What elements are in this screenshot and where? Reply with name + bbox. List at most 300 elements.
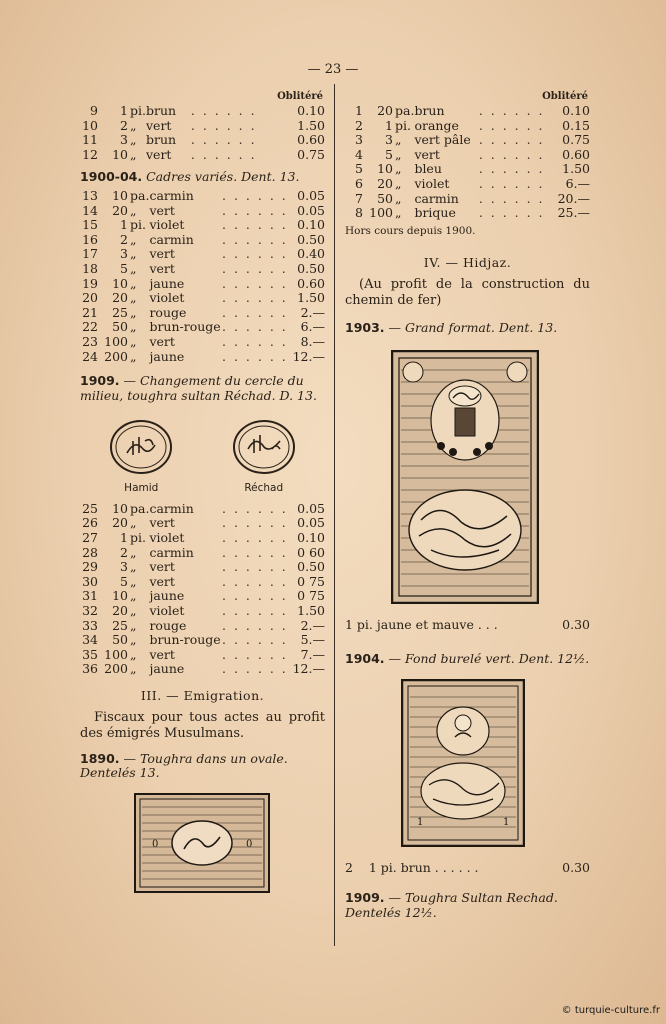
stamp-number: 22 (82, 319, 98, 335)
leader-dots: . . . . . . (222, 260, 288, 276)
stamp-color: vert (149, 647, 175, 662)
stamp-number: 13 (82, 187, 98, 203)
leader-dots: . . . . . . (478, 146, 545, 162)
leader-dots: . . . . . . (190, 117, 257, 133)
stamp-number: 17 (82, 246, 98, 262)
stamp-price: 0.15 (562, 117, 590, 133)
stamp-number: 1 (355, 103, 363, 118)
stamp-quantity: 1 (120, 217, 128, 233)
stamp-unit: „ (395, 132, 402, 148)
stamp-number: 35 (82, 646, 98, 662)
stamp-number: 31 (82, 588, 98, 604)
stamp-color: vert (149, 574, 175, 589)
stamp-quantity: 1 (385, 117, 393, 133)
stamp-unit: „ (130, 231, 137, 247)
stamp-number: 32 (82, 603, 98, 619)
oblitere-header-left: Oblitéré (277, 91, 323, 102)
stamp-color: rouge (149, 305, 187, 320)
stamp-number: 8 (355, 205, 363, 221)
stamp-row (80, 204, 325, 219)
leader-dots: . . . . . . (478, 103, 545, 118)
stamp-quantity: 50 (112, 319, 128, 335)
heading-text: — Fond burelé vert. Dent. 12½. (388, 651, 590, 667)
stamp-number: 20 (82, 290, 98, 306)
leader-dots: . . . . . . (222, 588, 288, 604)
stamp-number: 10 (82, 117, 98, 133)
stamp-row (80, 189, 325, 204)
stamp-unit: „ (395, 205, 402, 221)
leader-dots: . . . . . . (222, 275, 288, 291)
stamp-color: brun-rouge (149, 633, 221, 648)
stamp-line-1903 (345, 618, 590, 633)
seal-hamid (109, 419, 173, 496)
stamp-number: 6 (355, 175, 363, 191)
stamp-quantity: 3 (120, 559, 128, 575)
heading-text: — Toughra dans un ovale. Dentelés 13. (80, 750, 288, 781)
stamp-quantity: 100 (104, 333, 128, 349)
stamp-color: vert (414, 147, 440, 162)
stamp-number: 29 (82, 559, 98, 575)
stamp-number: 2 (355, 117, 363, 133)
stamp-number: 28 (82, 544, 98, 560)
stamp-color: violet (149, 604, 185, 619)
stamp-quantity: 1 (120, 103, 128, 118)
stamp-number: 15 (82, 217, 98, 233)
leader-dots: . . . . . . (222, 333, 288, 349)
stamp-number: 26 (82, 515, 98, 531)
leader-dots: . . . . . . (222, 661, 288, 677)
stamp-price: 0.40 (297, 246, 325, 262)
stamp-quantity: 25 (112, 617, 128, 633)
stamp-price: 0 75 (297, 588, 325, 604)
stamp-row (80, 262, 325, 277)
stamp-unit: „ (395, 146, 402, 162)
stamp-number: 21 (82, 304, 98, 320)
leader-dots: . . . . . . (190, 132, 257, 148)
leader-dots: . . . . . . (190, 103, 257, 118)
stamp-unit: „ (130, 132, 137, 148)
leader-dots: . . . . . . (222, 646, 288, 662)
stamp-row (80, 516, 325, 531)
stamp-unit: „ (130, 515, 137, 531)
right-column (345, 90, 590, 921)
stamp-unit: „ (130, 559, 137, 575)
stamp-row (80, 546, 325, 561)
stamp-price: 0.10 (562, 103, 590, 118)
seal-rechad (232, 419, 296, 496)
stamp-price: 0.50 (297, 559, 325, 575)
stamp-row (80, 589, 325, 604)
stamp-unit: „ (395, 190, 402, 206)
stamp-number: 34 (82, 632, 98, 648)
stamp-number: 2 (345, 859, 353, 875)
stamp-row (80, 104, 325, 119)
stamp-color: brique (414, 206, 456, 221)
stamp-color: violet (149, 291, 185, 306)
section-emigration: III. — Emigration. (140, 688, 265, 703)
stamp-unit: „ (130, 290, 137, 306)
stamp-quantity: 10 (112, 588, 128, 604)
stamp-color: violet (149, 218, 185, 233)
stamp-row (80, 247, 325, 262)
leader-dots: . . . . . . (222, 617, 288, 633)
stamp-unit: pi. (130, 530, 146, 546)
svg-text:0: 0 (246, 838, 253, 850)
stamp-quantity: 200 (104, 348, 128, 364)
stamp-number: 19 (82, 275, 98, 291)
stamp-row (80, 633, 325, 648)
stamp-quantity: 20 (112, 290, 128, 306)
stamp-color: jaune (149, 662, 185, 677)
stamp-row (80, 277, 325, 292)
stamp-row (345, 119, 590, 134)
stamp-value: 1 pi. brun . . . . . . (368, 859, 479, 875)
stamp-quantity: 10 (112, 187, 128, 203)
leader-dots: . . . . . . (222, 217, 288, 233)
leader-dots: . . . . . . (222, 202, 288, 218)
stamp-color: jaune (149, 589, 185, 604)
seal-label: Hamid (124, 482, 159, 495)
stamp-price: 0.30 (562, 859, 590, 875)
stamp-price: 2.— (300, 617, 325, 633)
stamp-row (345, 177, 590, 192)
toughra-hamid-icon (109, 419, 173, 475)
leader-dots: . . . . . . (222, 231, 288, 247)
stamp-desc (345, 861, 479, 876)
stamp-image-1904 (401, 679, 525, 847)
leader-dots: . . . . . . (478, 161, 545, 177)
stamp-unit: „ (130, 146, 137, 162)
stamp-row (80, 233, 325, 248)
column-divider (334, 84, 335, 946)
stamp-quantity: 3 (120, 132, 128, 148)
stamp-row (80, 320, 325, 335)
stamp-unit: „ (130, 275, 137, 291)
svg-text:0: 0 (152, 838, 159, 850)
stamp-number: 12 (82, 146, 98, 162)
leader-dots: . . . . . . (222, 290, 288, 306)
heading-year: 1909. (345, 890, 385, 906)
stamp-number: 16 (82, 231, 98, 247)
page-number: — 23 — (307, 62, 359, 77)
stamp-quantity: 20 (112, 202, 128, 218)
leader-dots: . . . . . . (222, 544, 288, 560)
stamp-color: violet (149, 531, 185, 546)
stamp-price: 25.— (557, 205, 590, 221)
stamp-color: jaune (149, 276, 185, 291)
stamp-price: 0.10 (297, 530, 325, 546)
stamp-row (80, 648, 325, 663)
stamp-unit: „ (130, 661, 137, 677)
stamp-unit: „ (130, 117, 137, 133)
stamp-unit: „ (130, 646, 137, 662)
stamp-number: 7 (355, 190, 363, 206)
stamp-price: 0.60 (562, 146, 590, 162)
stamp-row (80, 604, 325, 619)
stamp-price: 8.— (300, 333, 325, 349)
stamp-list-1909 (80, 502, 325, 677)
stamp-desc: 1 pi. jaune et mauve . . . (345, 616, 498, 632)
stamp-unit: „ (130, 304, 137, 320)
stamp-quantity: 2 (120, 231, 128, 247)
left-column (80, 90, 325, 893)
stamp-price: 6.— (565, 175, 590, 191)
stamp-number: 23 (82, 333, 98, 349)
stamp-number: 4 (355, 146, 363, 162)
stamp-color: brun-rouge (149, 320, 221, 335)
heading-text: — Grand format. Dent. 13. (388, 319, 558, 335)
stamp-price: 0.05 (297, 500, 325, 516)
stamp-unit: „ (130, 333, 137, 349)
heading-1890 (80, 752, 325, 781)
stamp-color: vert (149, 261, 175, 276)
stamp-row (80, 335, 325, 350)
stamp-price: 0.50 (297, 231, 325, 247)
leader-dots: . . . . . . (478, 190, 545, 206)
stamp-list-1900 (80, 104, 325, 162)
stamp-quantity: 10 (377, 161, 393, 177)
stamp-list-1900-04 (80, 189, 325, 364)
leader-dots: . . . . . . (222, 319, 288, 335)
stamp-unit: „ (130, 573, 137, 589)
heading-1909 (80, 374, 325, 403)
stamp-color: vert (149, 560, 175, 575)
leader-dots: . . . . . . (478, 117, 545, 133)
stamp-unit: „ (130, 617, 137, 633)
stamp-line-1904 (345, 861, 590, 876)
stamp-color: jaune (149, 349, 185, 364)
stamp-unit: „ (130, 348, 137, 364)
stamp-price: 12.— (292, 348, 325, 364)
stamp-color: brun (414, 104, 445, 118)
heading-1900-04 (80, 170, 325, 185)
stamp-color: rouge (149, 618, 187, 633)
stamp-price: 2.— (300, 304, 325, 320)
stamp-unit: pi. (130, 217, 146, 233)
stamp-quantity: 2 (120, 117, 128, 133)
stamp-unit: „ (395, 161, 402, 177)
stamp-color: vert (149, 203, 175, 218)
stamp-price: 0.75 (297, 146, 325, 162)
stamp-row (80, 531, 325, 546)
stamp-quantity: 20 (377, 175, 393, 191)
stamp-price: 0.10 (297, 103, 325, 118)
stamp-row (80, 133, 325, 148)
stamp-quantity: 100 (104, 646, 128, 662)
stamp-unit: „ (395, 175, 402, 191)
stamp-row (345, 133, 590, 148)
seal-label: Réchad (244, 482, 284, 495)
heading-text: Cadres variés. Dent. 13. (146, 169, 300, 185)
stamp-number: 5 (355, 161, 363, 177)
heading-year: 1909. (80, 373, 120, 389)
leader-dots: . . . . . . (478, 205, 545, 221)
stamp-quantity: 200 (104, 661, 128, 677)
stamp-row (345, 148, 590, 163)
stamp-color: carmin (149, 545, 194, 560)
stamp-price: 7.— (300, 646, 325, 662)
stamp-quantity: 20 (112, 603, 128, 619)
stamp-unit: pi. (395, 117, 411, 133)
leader-dots: . . . . . . (222, 559, 288, 575)
oblitere-header-right: Oblitéré (542, 91, 588, 102)
stamp-row (80, 218, 325, 233)
stamp-unit: „ (130, 260, 137, 276)
stamp-unit: pa. (130, 187, 150, 203)
heading-1903 (345, 321, 590, 336)
stamp-price: 0.05 (297, 187, 325, 203)
leader-dots: . . . . . . (222, 348, 288, 364)
stamp-image-1890 (134, 793, 270, 893)
stamp-image-1903 (391, 350, 539, 604)
heading-year: 1903. (345, 319, 385, 335)
stamp-unit: pi. (130, 103, 146, 118)
section-hidjaz: IV. — Hidjaz. (423, 255, 512, 271)
stamp-row (80, 619, 325, 634)
stamp-row (80, 291, 325, 306)
stamp-price: 0 60 (297, 544, 325, 560)
stamp-price: 6.— (300, 319, 325, 335)
stamp-price: 12.— (292, 661, 325, 677)
stamp-price: 5.— (300, 632, 325, 648)
leader-dots: . . . . . . (222, 515, 288, 531)
heading-text: — Toughra Sultan Rechad. Dentelés 12½. (345, 890, 558, 920)
stamp-row (80, 119, 325, 134)
stamp-row (345, 206, 590, 221)
toughra-rechad-icon (232, 419, 296, 475)
stamp-price: 0.50 (297, 260, 325, 276)
stamp-row (80, 350, 325, 365)
note-hors-cours: Hors cours depuis 1900. (345, 224, 476, 237)
stamp-list-emigration (345, 104, 590, 221)
stamp-row (345, 104, 590, 119)
stamp-number: 11 (82, 132, 98, 148)
heading-year: 1890. (80, 750, 120, 766)
stamp-quantity: 25 (112, 304, 128, 320)
stamp-row (80, 560, 325, 575)
stamp-unit: „ (130, 603, 137, 619)
leader-dots: . . . . . . (222, 573, 288, 589)
stamp-color: vert (146, 147, 172, 162)
stamp-color: vert (149, 516, 175, 531)
stamp-quantity: 3 (120, 246, 128, 262)
stamp-quantity: 10 (112, 146, 128, 162)
stamp-price: 1.50 (297, 603, 325, 619)
stamp-price: 0.05 (297, 515, 325, 531)
stamp-quantity: 50 (377, 190, 393, 206)
svg-text:1: 1 (503, 816, 510, 828)
leader-dots: . . . . . . (222, 530, 288, 546)
stamp-unit: „ (130, 632, 137, 648)
leader-dots: . . . . . . (478, 132, 545, 148)
stamp-number: 24 (82, 348, 98, 364)
stamp-row (80, 575, 325, 590)
stamp-unit: „ (130, 319, 137, 335)
stamp-price: 0.60 (297, 132, 325, 148)
stamp-number: 27 (82, 530, 98, 546)
stamp-quantity: 3 (385, 132, 393, 148)
leader-dots: . . . . . . (222, 632, 288, 648)
stamp-quantity: 100 (369, 205, 393, 221)
stamp-quantity: 1 (120, 530, 128, 546)
stamp-price: 1.50 (297, 117, 325, 133)
leader-dots: . . . . . . (190, 146, 257, 162)
stamp-quantity: 5 (385, 146, 393, 162)
stamp-price: 0.05 (297, 202, 325, 218)
stamp-quantity: 5 (120, 260, 128, 276)
heading-1904 (345, 652, 590, 667)
stamp-color: carmin (414, 191, 459, 206)
stamp-price: 0.75 (562, 132, 590, 148)
stamp-price: 0.10 (297, 217, 325, 233)
stamp-price: 1.50 (562, 161, 590, 177)
heading-text: — Changement du cercle du milieu, toughra sultan Réchad. D. 13. (80, 373, 317, 403)
stamp-unit: „ (130, 246, 137, 262)
stamp-color: carmin (149, 501, 194, 516)
stamp-unit: „ (130, 544, 137, 560)
leader-dots: . . . . . . (478, 175, 545, 191)
leader-dots: . . . . . . (222, 500, 288, 516)
stamp-number: 30 (82, 573, 98, 589)
stamp-color: bleu (414, 162, 442, 177)
stamp-price: 0.30 (562, 616, 590, 632)
heading-year: 1900-04. (80, 169, 143, 185)
svg-text:1: 1 (417, 816, 424, 828)
stamp-quantity: 10 (112, 275, 128, 291)
watermark: © turquie-culture.fr (561, 1005, 660, 1016)
stamp-row (80, 502, 325, 517)
paragraph-hidjaz: (Au profit de la construction du chemin de fer) (345, 276, 590, 308)
stamp-unit: „ (130, 202, 137, 218)
stamp-quantity: 20 (377, 103, 393, 118)
stamp-unit: „ (130, 588, 137, 604)
stamp-price: 0.60 (297, 275, 325, 291)
stamp-number: 36 (82, 661, 98, 677)
stamp-color: orange (414, 118, 459, 133)
stamp-quantity: 10 (112, 500, 128, 516)
stamp-row (80, 306, 325, 321)
heading-year: 1904. (345, 651, 385, 667)
stamp-color: vert (146, 118, 172, 133)
stamp-quantity: 5 (120, 573, 128, 589)
stamp-price: 20.— (557, 190, 590, 206)
stamp-number: 14 (82, 202, 98, 218)
stamp-color: carmin (149, 188, 194, 203)
stamp-unit: pa. (130, 500, 150, 516)
toughra-comparison (80, 419, 325, 496)
stamp-number: 18 (82, 260, 98, 276)
stamp-color: carmin (149, 232, 194, 247)
stamp-color: brun (146, 133, 177, 148)
stamp-color: vert (149, 247, 175, 262)
stamp-color: brun (146, 104, 177, 118)
stamp-quantity: 2 (120, 544, 128, 560)
stamp-color: vert pâle (414, 133, 471, 148)
stamp-unit: pa. (395, 103, 415, 118)
heading-1909-hidjaz (345, 891, 590, 920)
stamp-color: vert (149, 334, 175, 349)
leader-dots: . . . . . . (222, 603, 288, 619)
stamp-price: 1.50 (297, 290, 325, 306)
stamp-number: 9 (90, 103, 98, 118)
stamp-row (80, 662, 325, 677)
stamp-number: 25 (82, 500, 98, 516)
stamp-row (345, 192, 590, 207)
leader-dots: . . . . . . (222, 246, 288, 262)
leader-dots: . . . . . . (222, 187, 288, 203)
stamp-number: 3 (355, 132, 363, 148)
stamp-number: 33 (82, 617, 98, 633)
